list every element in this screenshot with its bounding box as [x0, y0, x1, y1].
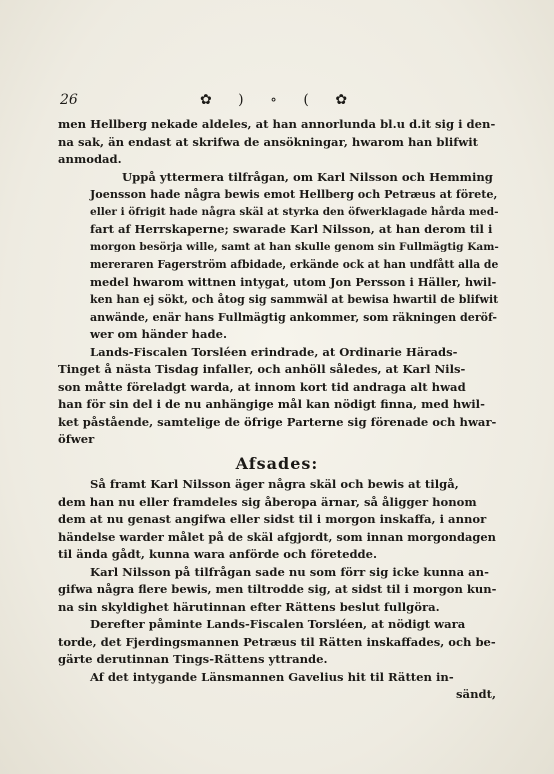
paragraph [58, 116, 496, 169]
paragraph [58, 344, 496, 449]
text-line: gifwa några flere bewis, men tiltrodde sig, at sidst til i morgon kun- [58, 582, 497, 596]
text-line: son måtte föreladgt warda, at innom kort tid andraga alt hwad [58, 379, 466, 394]
text-line: eller i öfrigit hade några skäl at styrka den öfwerklagade hårda med- [90, 205, 499, 218]
text-line: anmodad. [58, 152, 122, 166]
paragraph [58, 476, 496, 564]
page-header [60, 92, 500, 112]
header-ornament: ✿ ) ∘ ( ✿ [200, 92, 359, 108]
text-line: Karl Nilsson på tilfrågan sade nu som förr sig icke kunna an- [90, 564, 489, 579]
text-line: anwände, enär hans Fullmägtig ankommer, som räkningen deröf- [90, 310, 498, 324]
catchword: sändt, [456, 687, 496, 701]
text-line: til ända gådt, kunna wara anförde och företedde. [58, 547, 378, 561]
text-line: dem at nu genast angifwa eller sidst til i morgon inskaffa, i annor [58, 512, 487, 526]
text-line: ken han ej sökt, och åtog sig sammwäl at bewisa hwartil de blifwit [90, 293, 499, 306]
text-line: na sin skyldighet härutinnan efter Rättens beslut fullgöra. [58, 599, 440, 614]
text-line: medel hwarom wittnen intygat, utom Jon Persson i Häller, hwil- [90, 274, 497, 289]
paragraph [58, 616, 496, 669]
text-line: wer om händer hade. [90, 327, 227, 341]
text-line: öfwer [58, 432, 95, 446]
paragraph [58, 669, 496, 704]
text-line: morgon besörja wille, samt at han skulle genom sin Fullmägtig Kam- [90, 240, 499, 253]
text-line: Lands-Fiscalen Torsléen erindrade, at Ordinarie Härads- [90, 344, 458, 359]
text-line: Så framt Karl Nilsson äger några skäl och bewis at tilgå, [90, 477, 459, 491]
text-line: fart af Herrskaperne; swarade Karl Nilsson, at han derom til i [90, 222, 493, 236]
text-line: dem han nu eller framdeles sig åberopa ärnar, så åligger honom [58, 494, 477, 509]
body-text [58, 116, 499, 704]
page-number: 26 [60, 92, 78, 108]
text-line: händelse warder målet på de skäl afgjordt, som innan morgondagen [58, 529, 496, 544]
text-line: han för sin del i de nu anhängige mål kan nödigt finna, med hwil- [58, 397, 485, 411]
text-line: torde, det Fjerdingsmannen Petræus til Rätten inskaffades, och be- [58, 634, 496, 649]
text-line: men Hellberg nekade aldeles, at han annorlunda bl.u d.it sig i den- [58, 117, 496, 131]
text-line: ket påstående, samtelige de öfrige Parterne sig förenade och hwar- [58, 414, 497, 429]
text-line: na sak, än endast at skrifwa de ansökningar, hwarom han blifwit [58, 134, 479, 149]
text-line: gärte derutinnan Tings-Rättens yttrande. [58, 652, 328, 666]
paragraph [58, 564, 496, 617]
text-line: Tinget å nästa Tisdag infaller, och anhöll således, at Karl Nils- [58, 362, 466, 376]
text-line: Joensson hade några bewis emot Hellberg och Petræus at förete, [90, 187, 498, 201]
text-line: Uppå yttermera tilfrågan, om Karl Nilsson och Hemming [122, 169, 493, 184]
paragraph [58, 169, 499, 344]
text-line: Derefter påminte Lands-Fiscalen Torsléen, at nödigt wara [90, 617, 466, 631]
section-heading: Afsades: [235, 453, 319, 473]
text-line: Af det intygande Länsmannen Gavelius hit til Rätten in- [90, 669, 454, 684]
text-line: mereraren Fagerström afbidade, erkände ock at han undfått alla de [90, 258, 499, 271]
